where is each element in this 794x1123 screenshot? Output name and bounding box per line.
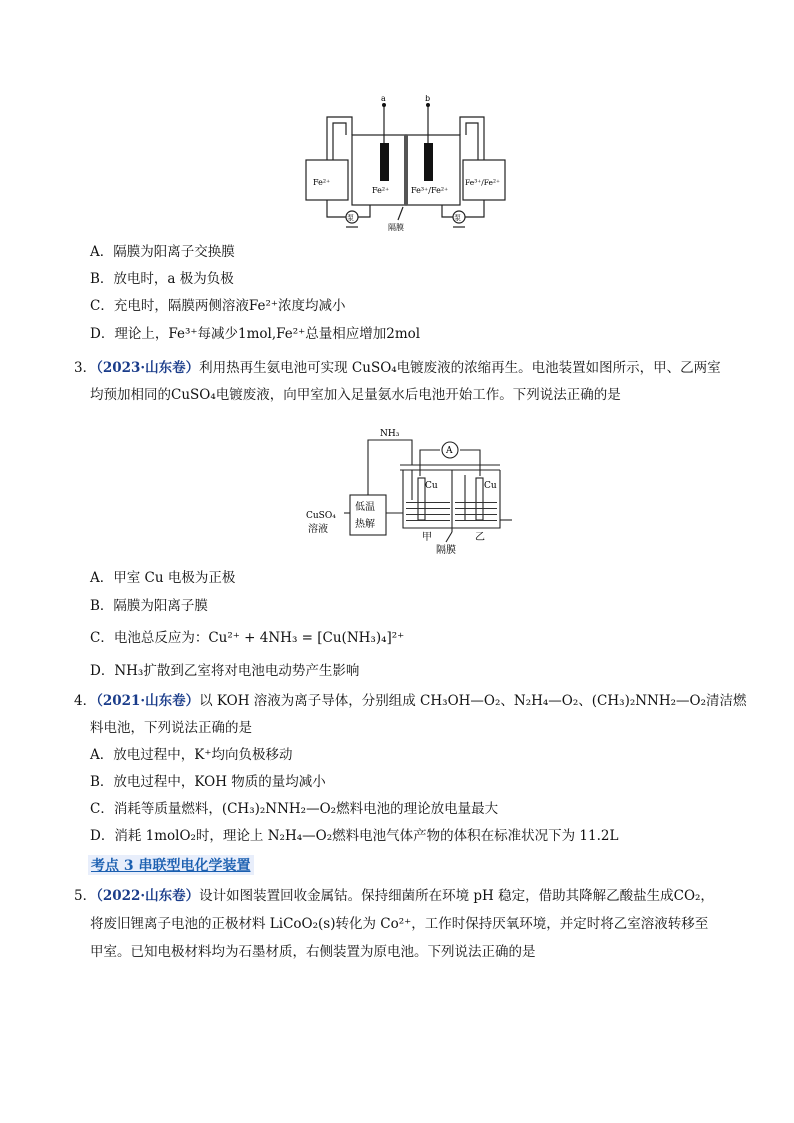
q2-option-d: D．理论上，Fe³⁺每减少1mol,Fe²⁺总量相应增加2mol bbox=[90, 326, 421, 342]
jia-label: 甲 bbox=[422, 532, 432, 543]
cuso4-label: CuSO₄ bbox=[306, 511, 336, 521]
q3-stem-line2: 均预加相同的CuSO₄电镀废液，向甲室加入足量氨水后电池开始工作。下列说法正确的是 bbox=[90, 387, 621, 403]
q3-option-b: B．隔膜为阳离子膜 bbox=[90, 598, 208, 614]
q4-option-c: C．消耗等质量燃料，(CH₃)₂NNH₂—O₂燃料电池的理论放电量最大 bbox=[90, 801, 499, 817]
nh3-label: NH₃ bbox=[380, 429, 400, 439]
q3-option-c: C．电池总反应为：Cu²⁺ + 4NH₃ = [Cu(NH₃)₄]²⁺ bbox=[90, 630, 405, 646]
q2-option-a: A．隔膜为阳离子交换膜 bbox=[90, 244, 235, 260]
cu-left-label: Cu bbox=[425, 481, 438, 491]
cell-right-label: Fe³⁺/Fe²⁺ bbox=[411, 186, 449, 195]
flow-battery-diagram bbox=[300, 95, 512, 235]
q5-stem-line2: 将废旧锂离子电池的正极材料 LiCoO₂(s)转化为 Co²⁺，工作时保持厌氧环境，并定时将乙室溶液转移至 bbox=[90, 916, 709, 932]
solution-label: 溶液 bbox=[308, 524, 328, 535]
q3-number: 3． bbox=[74, 360, 97, 376]
q5-stem1: 设计如图装置回收金属钴。保持细菌所在环境 pH 稳定，借助其降解乙酸盐生成CO₂， bbox=[199, 888, 714, 904]
q3-option-a: A．甲室 Cu 电极为正极 bbox=[90, 570, 236, 586]
q5-stem-line3: 甲室。已知电极材料均为石墨材质，右侧装置为原电池。下列说法正确的是 bbox=[90, 944, 536, 960]
left-tank-label: Fe²⁺ bbox=[313, 178, 331, 187]
q4-number: 4． bbox=[74, 693, 97, 709]
q5-number: 5． bbox=[74, 888, 97, 904]
q3-stem-line1 bbox=[74, 358, 721, 378]
q5-source: （2022·山东卷） bbox=[96, 888, 200, 904]
electrode-b-label: b bbox=[425, 95, 431, 103]
cell-left-label: Fe²⁺ bbox=[372, 186, 390, 195]
q5-stem-line1 bbox=[74, 886, 714, 906]
ammonia-battery-diagram bbox=[300, 420, 520, 555]
section-heading: 考点 3 串联型电化学装置 bbox=[88, 855, 254, 875]
electrode-a-label: a bbox=[381, 95, 386, 103]
q4-stem-line1 bbox=[74, 691, 747, 711]
q4-option-a: A．放电过程中，K⁺均向负极移动 bbox=[90, 747, 293, 763]
q2-option-c: C．充电时，隔膜两侧溶液Fe²⁺浓度均减小 bbox=[90, 298, 346, 314]
q4-stem-line2: 料电池，下列说法正确的是 bbox=[90, 720, 252, 736]
pump-right-label: 泵 bbox=[454, 214, 461, 222]
low-temp-label: 低温 bbox=[355, 502, 375, 513]
pump-left-label: 泵 bbox=[347, 214, 354, 222]
q4-stem1: 以 KOH 溶液为离子导体，分别组成 CH₃OH—O₂、N₂H₄—O₂、(CH₃)₂NNH₂—O₂清洁燃 bbox=[199, 693, 747, 709]
membrane-label: 隔膜 bbox=[388, 223, 404, 232]
q3-source: （2023·山东卷） bbox=[96, 360, 200, 376]
pyrolysis-label: 热解 bbox=[355, 519, 375, 530]
q4-option-b: B．放电过程中，KOH 物质的量均减小 bbox=[90, 774, 326, 790]
q2-option-b: B．放电时，a 极为负极 bbox=[90, 271, 234, 287]
right-tank-label: Fe³⁺/Fe²⁺ bbox=[465, 178, 500, 187]
yi-label: 乙 bbox=[475, 532, 485, 543]
cu-right-label: Cu bbox=[484, 481, 497, 491]
q3-option-d: D．NH₃扩散到乙室将对电池电动势产生影响 bbox=[90, 663, 360, 679]
ammeter-label: A bbox=[446, 446, 453, 456]
q4-option-d: D．消耗 1molO₂时，理论上 N₂H₄—O₂燃料电池气体产物的体积在标准状况下为 11.2L bbox=[90, 828, 619, 844]
membrane2-label: 隔膜 bbox=[436, 545, 456, 555]
q4-source: （2021·山东卷） bbox=[96, 693, 200, 709]
q3-stem1: 利用热再生氨电池可实现 CuSO₄电镀废液的浓缩再生。电池装置如图所示，甲、乙两室 bbox=[199, 360, 721, 376]
